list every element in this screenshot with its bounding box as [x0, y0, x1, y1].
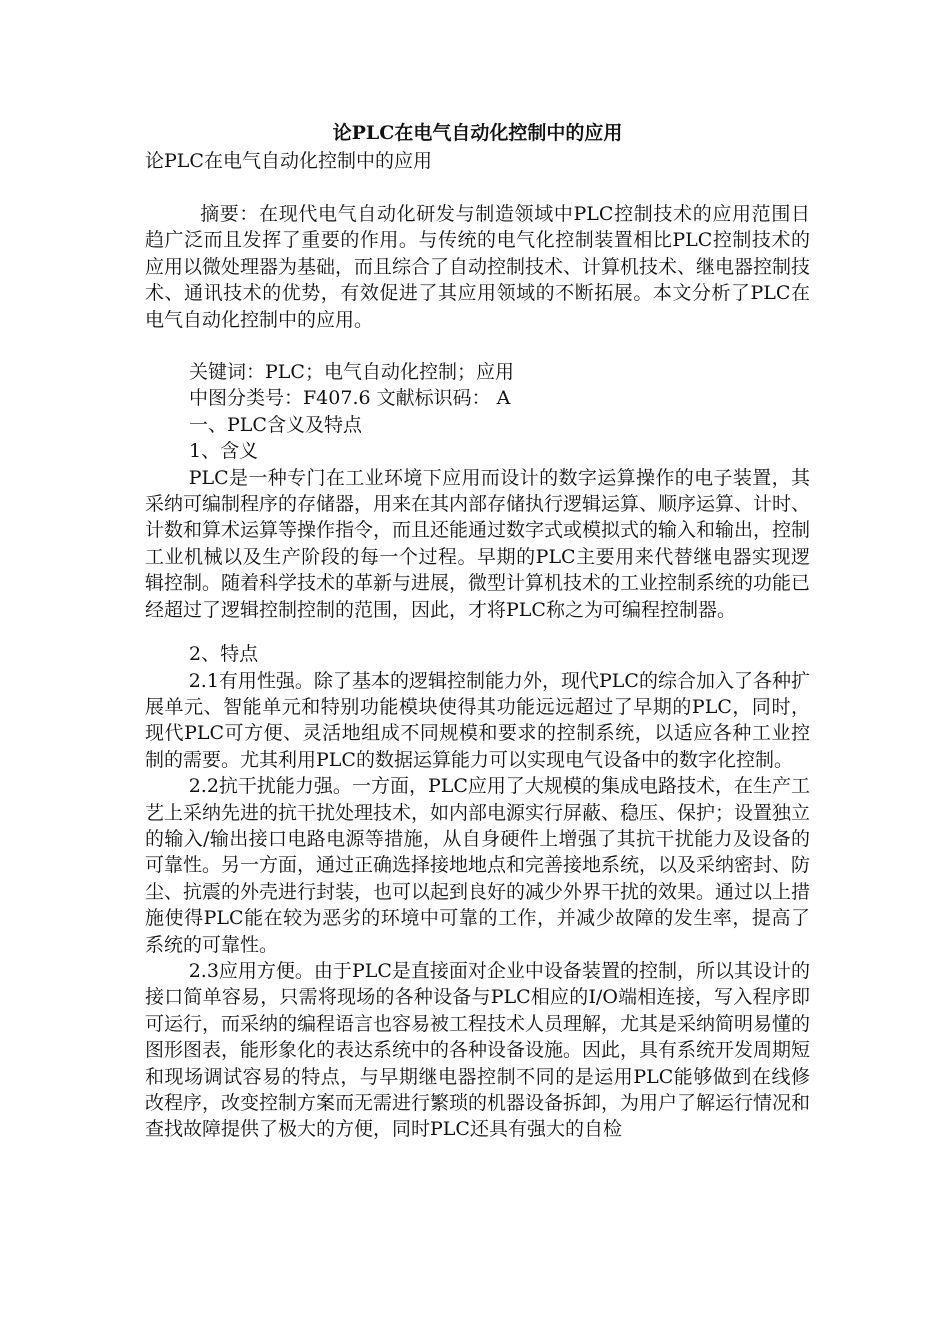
spacer [145, 175, 810, 201]
keywords-line: 关键词：PLC；电气自动化控制；应用 [189, 361, 514, 384]
spacer [145, 333, 810, 359]
definition-paragraph: PLC是一种专门在工业环境下应用而设计的数字运算操作的电子装置，其采纳可编制程序的存储器，用来在其内部存储执行逻辑运算、顺序运算、计时、计数和算术运算等操作指令，而且还能通过数字式或模拟式的输入和输出，控制工业机械以及生产阶段的每一个过程。早期的PLC主要用来代替继电器实现逻辑控制。随着科学技术的革新与进展，微型计算机技术的工业控制系统的功能已经超过了逻辑控制控制的范围，因此，才将PLC称之为可编程控制器。 [145, 466, 811, 621]
classification-line: 中图分类号：F407.6 文献标识码： A [189, 387, 511, 410]
subsection-heading: 2、特点 [189, 643, 259, 666]
feature-paragraph: 2.1有用性强。除了基本的逻辑控制能力外，现代PLC的综合加入了各种扩展单元、智能单元和特别功能模块使得其功能远远超过了早期的PLC，同时，现代PLC可方便、灵活地组成不同规模和要求的控制系统，以适应各种工业控制的需要。尤其利用PLC的数据运算能力可以实现电气设备中的数字化控制。 [145, 669, 810, 771]
subsection-heading: 1、含义 [189, 440, 259, 463]
document-title: 论PLC在电气自动化控制中的应用 [332, 122, 623, 144]
document-page [145, 118, 810, 1143]
abstract-paragraph: 摘要：在现代电气自动化研发与制造领域中PLC控制技术的应用范围日趋广泛而且发挥了重要的作用。与传统的电气化控制装置相比PLC控制技术的应用以微处理器为基础，而且综合了自动控制技术、计算机技术、继电器控制技术、通讯技术的优势，有效促进了其应用领域的不断拓展。本文分析了PLC在电气自动化控制中的应用。 [145, 203, 811, 331]
section-heading: 一、PLC含义及特点 [189, 413, 362, 436]
feature-paragraph: 2.3应用方便。由于PLC是直接面对企业中设备装置的控制，所以其设计的接口简单容易，只需将现场的各种设备与PLC相应的I/O端相连接，写入程序即可运行，而采纳的编程语言也容易被工程技术人员理解，尤其是采纳简明易懂的图形图表，能形象化的表达系统中的各种设备设施。因此，具有系统开发周期短和现场调试容易的特点，与早期继电器控制不同的是运用PLC能够做到在线修改程序，改变控制方案而无需进行繁琐的机器设备拆卸，为用户了解运行情况和查找故障提供了极大的方便，同时PLC还具有强大的自检 [145, 959, 811, 1141]
feature-paragraph: 2.2抗干扰能力强。一方面，PLC应用了大规模的集成电路技术，在生产工艺上采纳先进的抗干扰处理技术，如内部电源实行屏蔽、稳压、保护；设置独立的输入/输出接口电路电源等措施，从自身硬件上增强了其抗干扰能力及设备的可靠性。另一方面，通过正确选择接地地点和完善接地系统，以及采纳密封、防尘、抗震的外壳进行封装，也可以起到良好的减少外界干扰的效果。通过以上措施使得PLC能在较为恶劣的环境中可靠的工作，并减少故障的发生率，提高了系统的可靠性。 [145, 775, 811, 956]
document-subtitle: 论PLC在电气自动化控制中的应用 [145, 150, 432, 172]
spacer [145, 623, 810, 641]
